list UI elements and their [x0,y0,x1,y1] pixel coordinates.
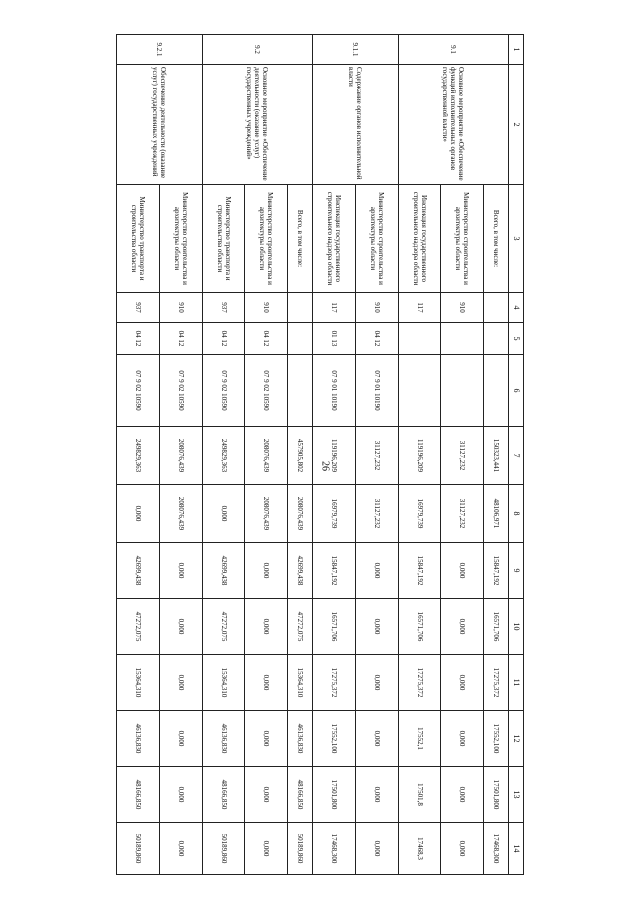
row-number: 9.1 [398,35,508,65]
amount-cell: 17275,372 [313,655,356,711]
amount-cell: 15847,192 [484,543,509,599]
amount-cell: 208076,439 [245,485,288,543]
amount-cell: 48166,850 [117,767,160,823]
amount-cell: 249829,363 [117,427,160,485]
budget-table [116,34,524,875]
amount-cell: 50189,860 [202,823,245,875]
table-row [484,35,509,875]
column-header: 10 [509,599,524,655]
column-header: 9 [509,543,524,599]
amount-cell: 17275,372 [484,655,509,711]
grbs-code-cell: 117 [313,293,356,323]
amount-cell: 17552,100 [313,711,356,767]
amount-cell: 208076,439 [245,427,288,485]
row-number: 9.2 [202,35,312,65]
amount-cell: 0,000 [441,655,484,711]
amount-cell: 42699,438 [288,543,313,599]
amount-cell: 17501,800 [313,767,356,823]
amount-cell: 17275,372 [398,655,441,711]
amount-cell: 0,000 [245,711,288,767]
amount-cell: 17552,1 [398,711,441,767]
grbs-code-cell [484,293,509,323]
amount-cell: 15364,310 [202,655,245,711]
target-article-cell [484,355,509,427]
amount-cell: 0,000 [117,485,160,543]
target-article-cell [288,355,313,427]
amount-cell: 0,000 [441,599,484,655]
column-header: 6 [509,355,524,427]
table-row [288,35,313,875]
column-header: 14 [509,823,524,875]
executor-cell: Министерство транспорта и строительства области [202,185,245,293]
amount-cell: 0,000 [245,767,288,823]
amount-cell: 0,000 [245,823,288,875]
section-code-cell: 04 12 [245,323,288,355]
executor-cell: Министерство транспорта и строительства области [117,185,160,293]
measure-name: Содержание органов исполнительной власти [313,65,399,185]
amount-cell: 17468,3 [398,823,441,875]
amount-cell: 16571,706 [484,599,509,655]
executor-cell: Министерство строительства и архитектуры области [159,185,202,293]
column-header: 1 [509,35,524,65]
column-header: 4 [509,293,524,323]
amount-cell: 0,000 [441,543,484,599]
amount-cell: 31127,232 [441,485,484,543]
amount-cell: 0,000 [159,711,202,767]
section-code-cell: 04 12 [159,323,202,355]
section-code-cell: 04 12 [117,323,160,355]
section-code-cell [441,323,484,355]
target-article-cell: 07 9 01 10190 [355,355,398,427]
section-code-cell: 01 13 [313,323,356,355]
target-article-cell: 07 9 02 10590 [159,355,202,427]
measure-name: Обеспечение деятельности (оказание услуг) государственных учреждений [117,65,203,185]
amount-cell: 208076,439 [159,427,202,485]
amount-cell: 42699,438 [117,543,160,599]
column-header: 2 [509,65,524,185]
amount-cell: 16979,739 [398,485,441,543]
column-header: 5 [509,323,524,355]
target-article-cell [398,355,441,427]
target-article-cell: 07 9 02 10590 [117,355,160,427]
amount-cell: 0,000 [202,485,245,543]
amount-cell: 46136,830 [202,711,245,767]
amount-cell: 0,000 [159,823,202,875]
amount-cell: 0,000 [355,599,398,655]
executor-cell: Министерство строительства и архитектуры области [355,185,398,293]
amount-cell: 0,000 [159,599,202,655]
grbs-code-cell: 937 [202,293,245,323]
amount-cell: 0,000 [245,599,288,655]
executor-cell: Всего, в том числе: [484,185,509,293]
amount-cell: 0,000 [441,823,484,875]
amount-cell: 119196,209 [398,427,441,485]
column-header: 12 [509,711,524,767]
target-article-cell: 07 9 02 10590 [245,355,288,427]
page-number: 26 [319,461,331,471]
amount-cell: 47272,075 [117,599,160,655]
amount-cell: 0,000 [355,655,398,711]
amount-cell: 48106,971 [484,485,509,543]
amount-cell: 16979,739 [313,485,356,543]
section-code-cell [288,323,313,355]
amount-cell: 0,000 [245,655,288,711]
target-article-cell: 07 9 01 10190 [313,355,356,427]
amount-cell: 48166,850 [288,767,313,823]
amount-cell: 17468,300 [484,823,509,875]
column-header: 3 [509,185,524,293]
amount-cell: 119196,209 [313,427,356,485]
rotated-table-wrapper [116,34,524,874]
row-number: 9.1.1 [313,35,399,65]
amount-cell: 46136,830 [288,711,313,767]
column-header: 11 [509,655,524,711]
section-code-cell [484,323,509,355]
amount-cell: 17468,300 [313,823,356,875]
amount-cell: 0,000 [159,655,202,711]
section-code-cell: 04 12 [355,323,398,355]
amount-cell: 48166,850 [202,767,245,823]
row-number: 9.2.1 [117,35,203,65]
amount-cell: 208076,439 [288,485,313,543]
section-code-cell [398,323,441,355]
amount-cell: 249829,363 [202,427,245,485]
amount-cell: 150323,441 [484,427,509,485]
amount-cell: 50189,860 [288,823,313,875]
amount-cell: 17552,100 [484,711,509,767]
executor-cell: Инспекция государственного строительного надзора области [313,185,356,293]
table-row [355,35,398,875]
header-row [509,35,524,875]
grbs-code-cell: 910 [159,293,202,323]
amount-cell: 15847,192 [398,543,441,599]
amount-cell: 17501,8 [398,767,441,823]
amount-cell: 15364,310 [117,655,160,711]
amount-cell: 16571,706 [313,599,356,655]
amount-cell: 50189,860 [117,823,160,875]
amount-cell: 31127,232 [441,427,484,485]
amount-cell: 47272,075 [202,599,245,655]
target-article-cell [441,355,484,427]
column-header: 7 [509,427,524,485]
amount-cell: 15364,310 [288,655,313,711]
grbs-code-cell: 910 [245,293,288,323]
amount-cell: 0,000 [159,543,202,599]
grbs-code-cell: 937 [117,293,160,323]
amount-cell: 17501,800 [484,767,509,823]
executor-cell: Инспекция государственного строительного надзора области [398,185,441,293]
amount-cell: 0,000 [245,543,288,599]
amount-cell: 0,000 [159,767,202,823]
amount-cell: 16571,706 [398,599,441,655]
measure-name: Основное мероприятие «Обеспечение функций исполнительных органов государственной власти» [398,65,508,185]
amount-cell: 0,000 [355,767,398,823]
amount-cell: 47272,075 [288,599,313,655]
amount-cell: 31127,232 [355,427,398,485]
grbs-code-cell: 910 [355,293,398,323]
executor-cell: Министерство строительства и архитектуры области [441,185,484,293]
measure-name: Основное мероприятие «Обеспечение деятельности (оказание услуг) государственных учреждений» [202,65,312,185]
amount-cell: 457905,802 [288,427,313,485]
amount-cell: 0,000 [441,767,484,823]
amount-cell: 0,000 [441,711,484,767]
amount-cell: 0,000 [355,543,398,599]
column-header: 13 [509,767,524,823]
column-header: 8 [509,485,524,543]
amount-cell: 42699,438 [202,543,245,599]
amount-cell: 208076,439 [159,485,202,543]
grbs-code-cell: 910 [441,293,484,323]
table-row [159,35,202,875]
executor-cell: Министерство строительства и архитектуры области [245,185,288,293]
amount-cell: 46136,830 [117,711,160,767]
amount-cell: 0,000 [355,823,398,875]
section-code-cell: 04 12 [202,323,245,355]
target-article-cell: 07 9 02 10590 [202,355,245,427]
amount-cell: 15847,192 [313,543,356,599]
grbs-code-cell [288,293,313,323]
amount-cell: 0,000 [355,711,398,767]
amount-cell: 31127,232 [355,485,398,543]
grbs-code-cell: 117 [398,293,441,323]
executor-cell: Всего, в том числе: [288,185,313,293]
